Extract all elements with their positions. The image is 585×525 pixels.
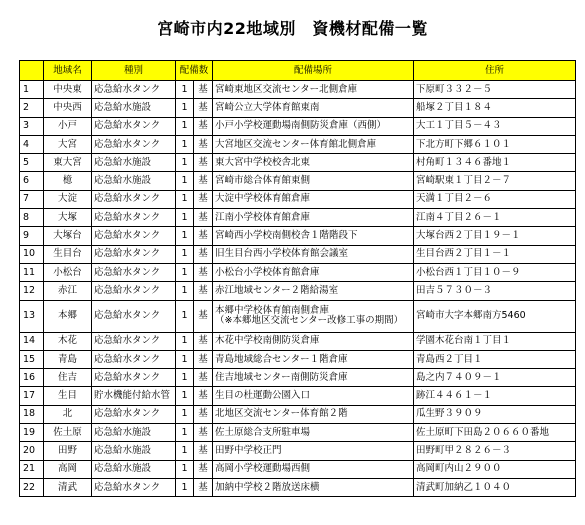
area-cell: 高岡 bbox=[44, 460, 92, 478]
unit-cell: 基 bbox=[194, 135, 213, 153]
location-cell bbox=[213, 300, 414, 332]
row-number-cell: 19 bbox=[20, 424, 44, 442]
unit-cell: 基 bbox=[194, 405, 213, 423]
count-cell: 1 bbox=[176, 99, 194, 117]
location-cell: 小松台小学校体育館倉庫 bbox=[213, 263, 414, 281]
header-no bbox=[20, 61, 44, 81]
address-cell: 跡江４４６１－１ bbox=[414, 387, 576, 405]
unit-cell: 基 bbox=[194, 190, 213, 208]
count-cell: 1 bbox=[176, 478, 194, 496]
type-cell: 応急給水タンク bbox=[92, 478, 176, 496]
address-cell: 清武町加納乙１０４０ bbox=[414, 478, 576, 496]
table-body bbox=[20, 81, 576, 497]
row-number-cell: 18 bbox=[20, 405, 44, 423]
unit-cell: 基 bbox=[194, 227, 213, 245]
equipment-table bbox=[19, 60, 576, 497]
table-row bbox=[20, 135, 576, 153]
row-number-cell: 15 bbox=[20, 350, 44, 368]
row-number-cell: 9 bbox=[20, 227, 44, 245]
table-row bbox=[20, 99, 576, 117]
area-cell: 木花 bbox=[44, 332, 92, 350]
location-cell: 東大宮中学校校舎北東 bbox=[213, 154, 414, 172]
type-cell: 応急給水施設 bbox=[92, 154, 176, 172]
location-cell: 旧生目台西小学校体育館会議室 bbox=[213, 245, 414, 263]
location-cell: 大宮地区交流センター体育館北側倉庫 bbox=[213, 135, 414, 153]
address-cell: 船塚２丁目１８４ bbox=[414, 99, 576, 117]
count-cell: 1 bbox=[176, 460, 194, 478]
type-cell: 応急給水タンク bbox=[92, 405, 176, 423]
type-cell: 応急給水施設 bbox=[92, 460, 176, 478]
location-cell: 赤江地域センター２階給湯室 bbox=[213, 282, 414, 300]
area-cell: 大宮 bbox=[44, 135, 92, 153]
area-cell: 中央東 bbox=[44, 81, 92, 99]
area-cell: 檍 bbox=[44, 172, 92, 190]
table-row bbox=[20, 209, 576, 227]
location-cell: 青島地域総合センター１階倉庫 bbox=[213, 350, 414, 368]
unit-cell: 基 bbox=[194, 154, 213, 172]
row-number-cell: 2 bbox=[20, 99, 44, 117]
count-cell: 1 bbox=[176, 405, 194, 423]
address-cell: 江南４丁目２６－１ bbox=[414, 209, 576, 227]
type-cell: 応急給水タンク bbox=[92, 227, 176, 245]
count-cell: 1 bbox=[176, 300, 194, 332]
unit-cell: 基 bbox=[194, 81, 213, 99]
address-cell: 大塚台西２丁目１９－１ bbox=[414, 227, 576, 245]
count-cell: 1 bbox=[176, 263, 194, 281]
table-row bbox=[20, 442, 576, 460]
table-row bbox=[20, 172, 576, 190]
type-cell: 応急給水タンク bbox=[92, 135, 176, 153]
count-cell: 1 bbox=[176, 424, 194, 442]
type-cell: 応急給水タンク bbox=[92, 300, 176, 332]
type-cell: 応急給水タンク bbox=[92, 332, 176, 350]
table-row bbox=[20, 154, 576, 172]
area-cell: 清武 bbox=[44, 478, 92, 496]
location-note: （※本郷地区交流センター改修工事の期間） bbox=[215, 315, 404, 327]
location-cell: 田野中学校正門 bbox=[213, 442, 414, 460]
count-cell: 1 bbox=[176, 117, 194, 135]
address-cell: 村角町１３４６番地１ bbox=[414, 154, 576, 172]
address-cell: 学園木花台南１丁目１ bbox=[414, 332, 576, 350]
count-cell: 1 bbox=[176, 135, 194, 153]
unit-cell: 基 bbox=[194, 387, 213, 405]
type-cell: 応急給水タンク bbox=[92, 350, 176, 368]
location-cell: 小戸小学校運動場南側防災倉庫（西側） bbox=[213, 117, 414, 135]
type-cell: 応急給水タンク bbox=[92, 190, 176, 208]
table-row bbox=[20, 387, 576, 405]
type-cell: 応急給水タンク bbox=[92, 263, 176, 281]
count-cell: 1 bbox=[176, 190, 194, 208]
table-row bbox=[20, 190, 576, 208]
area-cell: 青島 bbox=[44, 350, 92, 368]
table-row bbox=[20, 332, 576, 350]
address-cell: 宮崎駅東１丁目２－７ bbox=[414, 172, 576, 190]
location-cell: 生目の杜運動公園入口 bbox=[213, 387, 414, 405]
row-number-cell: 3 bbox=[20, 117, 44, 135]
unit-cell: 基 bbox=[194, 263, 213, 281]
location-cell: 宮崎市総合体育館東側 bbox=[213, 172, 414, 190]
row-number-cell: 13 bbox=[20, 300, 44, 332]
unit-cell: 基 bbox=[194, 300, 213, 332]
address-cell: 下北方町下郷６１０１ bbox=[414, 135, 576, 153]
table-row bbox=[20, 117, 576, 135]
area-cell: 田野 bbox=[44, 442, 92, 460]
unit-cell: 基 bbox=[194, 99, 213, 117]
unit-cell: 基 bbox=[194, 442, 213, 460]
area-cell: 赤江 bbox=[44, 282, 92, 300]
count-cell: 1 bbox=[176, 245, 194, 263]
count-cell: 1 bbox=[176, 81, 194, 99]
unit-cell: 基 bbox=[194, 172, 213, 190]
location-cell: 住吉地域センター南側防災倉庫 bbox=[213, 369, 414, 387]
row-number-cell: 14 bbox=[20, 332, 44, 350]
location-cell: 宮崎公立大学体育館東南 bbox=[213, 99, 414, 117]
row-number-cell: 8 bbox=[20, 209, 44, 227]
type-cell: 応急給水タンク bbox=[92, 117, 176, 135]
table-row bbox=[20, 227, 576, 245]
header-area: 地域名 bbox=[44, 61, 92, 81]
location-cell: 宮崎西小学校南側校舎１階階段下 bbox=[213, 227, 414, 245]
location-cell: 佐土原総合支所駐車場 bbox=[213, 424, 414, 442]
table-row bbox=[20, 282, 576, 300]
area-cell: 大塚 bbox=[44, 209, 92, 227]
address-cell: 瓜生野３９０９ bbox=[414, 405, 576, 423]
unit-cell: 基 bbox=[194, 350, 213, 368]
unit-cell: 基 bbox=[194, 369, 213, 387]
type-cell: 応急給水施設 bbox=[92, 424, 176, 442]
type-cell: 応急給水施設 bbox=[92, 442, 176, 460]
unit-cell: 基 bbox=[194, 282, 213, 300]
table-row bbox=[20, 300, 576, 332]
area-cell: 小戸 bbox=[44, 117, 92, 135]
address-cell: 大工１丁目５－４３ bbox=[414, 117, 576, 135]
location-line: 本郷中学校体育館南側倉庫 bbox=[215, 305, 330, 317]
location-cell: 大淀中学校体育館倉庫 bbox=[213, 190, 414, 208]
row-number-cell: 5 bbox=[20, 154, 44, 172]
area-cell: 中央西 bbox=[44, 99, 92, 117]
table-row bbox=[20, 405, 576, 423]
address-cell: 宮崎市大字本郷南方5460 bbox=[414, 300, 576, 332]
count-cell: 1 bbox=[176, 172, 194, 190]
type-cell: 応急給水タンク bbox=[92, 369, 176, 387]
count-cell: 1 bbox=[176, 387, 194, 405]
area-cell: 小松台 bbox=[44, 263, 92, 281]
area-cell: 大淀 bbox=[44, 190, 92, 208]
count-cell: 1 bbox=[176, 154, 194, 172]
row-number-cell: 21 bbox=[20, 460, 44, 478]
type-cell: 応急給水タンク bbox=[92, 81, 176, 99]
table-header-row bbox=[20, 61, 576, 81]
row-number-cell: 22 bbox=[20, 478, 44, 496]
area-cell: 東大宮 bbox=[44, 154, 92, 172]
unit-cell: 基 bbox=[194, 424, 213, 442]
type-cell: 応急給水施設 bbox=[92, 99, 176, 117]
type-cell: 応急給水タンク bbox=[92, 282, 176, 300]
header-location: 配備場所 bbox=[213, 61, 414, 81]
count-cell: 1 bbox=[176, 227, 194, 245]
row-number-cell: 7 bbox=[20, 190, 44, 208]
location-cell: 木花中学校南側防災倉庫 bbox=[213, 332, 414, 350]
unit-cell: 基 bbox=[194, 245, 213, 263]
table-row bbox=[20, 478, 576, 496]
address-cell: 田吉５７３０－３ bbox=[414, 282, 576, 300]
header-count: 配備数 bbox=[176, 61, 213, 81]
address-cell: 天満１丁目２－６ bbox=[414, 190, 576, 208]
count-cell: 1 bbox=[176, 282, 194, 300]
table-row bbox=[20, 350, 576, 368]
area-cell: 住吉 bbox=[44, 369, 92, 387]
location-cell: 加納中学校２階放送床横 bbox=[213, 478, 414, 496]
row-number-cell: 17 bbox=[20, 387, 44, 405]
area-cell: 北 bbox=[44, 405, 92, 423]
type-cell: 応急給水施設 bbox=[92, 172, 176, 190]
row-number-cell: 12 bbox=[20, 282, 44, 300]
table-row bbox=[20, 263, 576, 281]
address-cell: 青島西２丁目１ bbox=[414, 350, 576, 368]
address-cell: 田野町甲２８２６－３ bbox=[414, 442, 576, 460]
type-cell: 応急給水タンク bbox=[92, 209, 176, 227]
row-number-cell: 16 bbox=[20, 369, 44, 387]
row-number-cell: 6 bbox=[20, 172, 44, 190]
table-row bbox=[20, 81, 576, 99]
area-cell: 生目台 bbox=[44, 245, 92, 263]
area-cell: 本郷 bbox=[44, 300, 92, 332]
address-cell: 高岡町内山２９００ bbox=[414, 460, 576, 478]
table-row bbox=[20, 245, 576, 263]
count-cell: 1 bbox=[176, 369, 194, 387]
location-cell: 北地区交流センター体育館２階 bbox=[213, 405, 414, 423]
row-number-cell: 4 bbox=[20, 135, 44, 153]
unit-cell: 基 bbox=[194, 117, 213, 135]
unit-cell: 基 bbox=[194, 460, 213, 478]
address-cell: 小松台西１丁目１０－９ bbox=[414, 263, 576, 281]
page-title: 宮崎市内22地域別 資機材配備一覧 bbox=[157, 19, 428, 38]
table-row bbox=[20, 424, 576, 442]
address-cell: 佐土原町下田島２０６６０番地 bbox=[414, 424, 576, 442]
unit-cell: 基 bbox=[194, 332, 213, 350]
count-cell: 1 bbox=[176, 209, 194, 227]
address-cell: 島之内７４０９－１ bbox=[414, 369, 576, 387]
location-cell: 高岡小学校運動場西側 bbox=[213, 460, 414, 478]
type-cell: 貯水機能付給水管 bbox=[92, 387, 176, 405]
address-cell: 下原町３３２－５ bbox=[414, 81, 576, 99]
address-cell: 生目台西２丁目１－１ bbox=[414, 245, 576, 263]
row-number-cell: 20 bbox=[20, 442, 44, 460]
area-cell: 大塚台 bbox=[44, 227, 92, 245]
area-cell: 生目 bbox=[44, 387, 92, 405]
table-row bbox=[20, 460, 576, 478]
header-type: 種別 bbox=[92, 61, 176, 81]
location-cell: 江南小学校体育館倉庫 bbox=[213, 209, 414, 227]
count-cell: 1 bbox=[176, 350, 194, 368]
row-number-cell: 11 bbox=[20, 263, 44, 281]
table-row bbox=[20, 369, 576, 387]
location-cell: 宮崎東地区交流センター北側倉庫 bbox=[213, 81, 414, 99]
unit-cell: 基 bbox=[194, 478, 213, 496]
row-number-cell: 1 bbox=[20, 81, 44, 99]
count-cell: 1 bbox=[176, 442, 194, 460]
area-cell: 佐土原 bbox=[44, 424, 92, 442]
header-address: 住所 bbox=[414, 61, 576, 81]
count-cell: 1 bbox=[176, 332, 194, 350]
type-cell: 応急給水タンク bbox=[92, 245, 176, 263]
unit-cell: 基 bbox=[194, 209, 213, 227]
row-number-cell: 10 bbox=[20, 245, 44, 263]
